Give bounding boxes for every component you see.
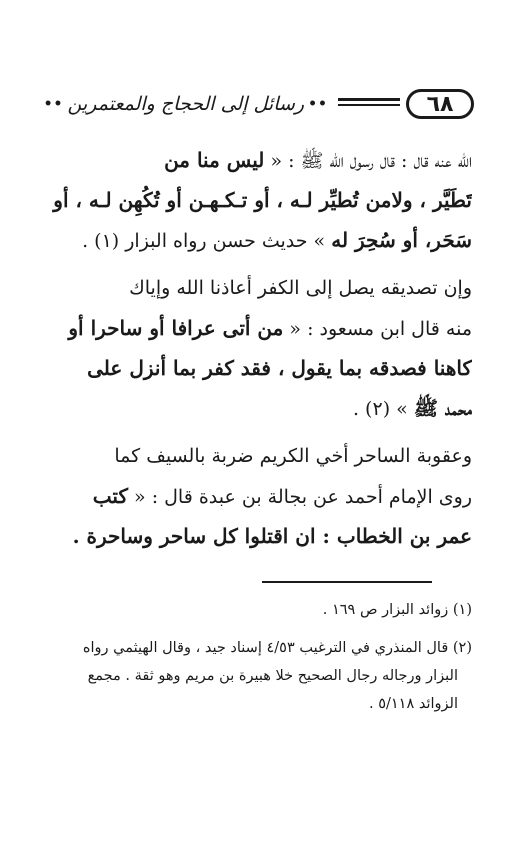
text-line — [50, 268, 472, 308]
footnotes — [54, 596, 472, 718]
footnote-1: (١) زوائد البزار ص ١٦٩ . — [322, 602, 472, 618]
hadith-text: كاهنا فصدقه بما يقول ، فقد كفر بما أنزل على — [87, 356, 472, 380]
hadith-text: من أتى عرافا أو ساحرا أو — [68, 316, 284, 340]
hadith-text: كتب — [92, 484, 128, 508]
page-header — [43, 86, 474, 122]
hadith-text: ليس منا من — [164, 148, 265, 172]
footnote-2-line: (٢) قال المنذري في الترغيب ٤/٥٣ إسناد جيد ، وقال الهيثمي رواه — [82, 640, 472, 656]
text-line — [50, 220, 472, 260]
body-text — [50, 140, 472, 556]
text-run: الله عنه قال : قال رسول الله ﷺ : « — [264, 150, 472, 172]
running-title: رسائل إلى الحجاج والمعتمرين — [67, 93, 305, 115]
text-line — [50, 516, 472, 556]
hadith-text: عمر بن الخطاب : ان اقتلوا كل ساحر وساحرة . — [72, 524, 472, 548]
text-line — [50, 140, 472, 180]
text-run: » (٢) . — [352, 398, 414, 420]
hadith-text: سَحَر، أو سُحِرَ له — [331, 228, 472, 252]
header-rule — [338, 98, 400, 110]
footnote-separator — [262, 581, 432, 583]
header-dots-right: •• — [308, 96, 328, 112]
text-run: وإن تصديقه يصل إلى الكفر أعاذنا الله وإياك — [129, 277, 472, 299]
text-run: » حديث حسن رواه البزار (١) . — [82, 230, 332, 252]
text-line — [50, 348, 472, 388]
text-line — [50, 476, 472, 516]
text-line — [50, 308, 472, 348]
text-line — [50, 436, 472, 476]
text-run: روى الإمام أحمد عن بجالة بن عبدة قال : « — [127, 486, 472, 508]
text-run: وعقوبة الساحر أخي الكريم ضربة بالسيف كما — [114, 445, 472, 467]
hadith-text: محمد ﷺ — [413, 396, 472, 420]
hadith-text: تَطَيَّر ، ولامن تُطيِّر لـه ، أو تـكـهـن أو تُكُهِن لـه ، أو — [53, 188, 472, 212]
footnote-2-line: البزار ورجاله رجال الصحيح خلا هبيرة بن مريم وهو ثقة . مجمع — [87, 668, 458, 684]
header-dots-left: •• — [43, 96, 64, 112]
text-run: منه قال ابن مسعود : « — [283, 318, 472, 340]
text-line — [50, 180, 472, 220]
footnote-2-line: الزوائد ٥/١١٨ . — [369, 696, 458, 712]
text-line — [50, 388, 472, 428]
page-number: ٦٨ — [406, 89, 474, 119]
